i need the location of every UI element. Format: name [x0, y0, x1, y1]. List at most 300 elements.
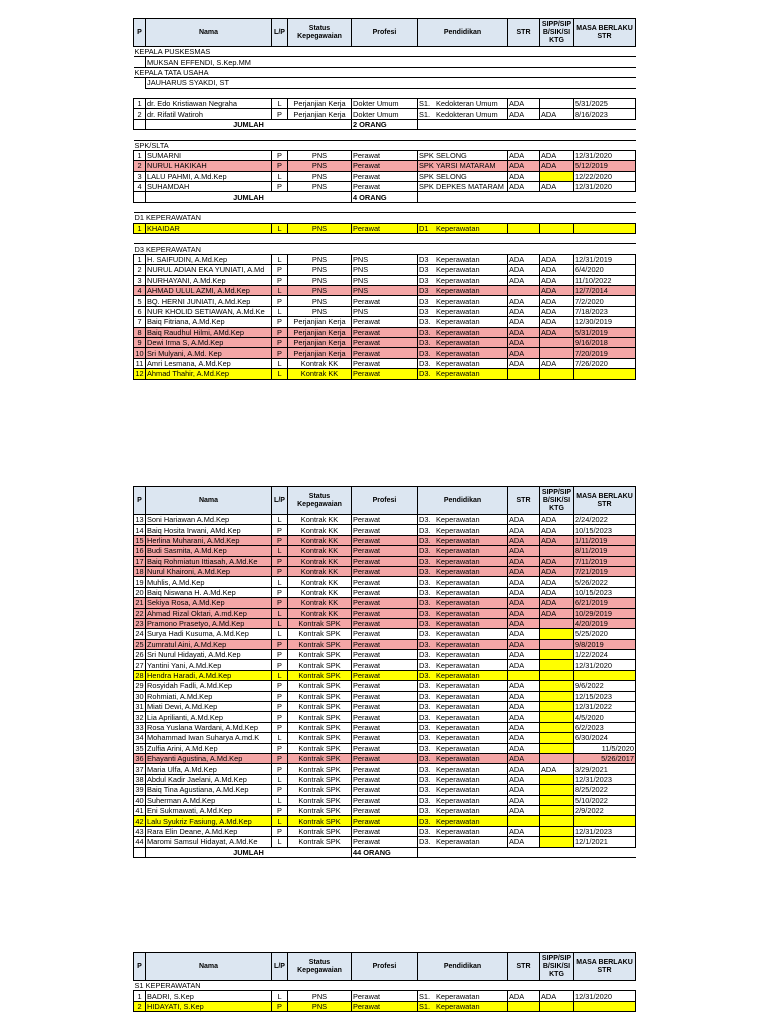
cell-str: ADA: [508, 150, 540, 160]
cell-pendidikan: [418, 296, 508, 306]
cell-profesi: Perawat: [352, 182, 418, 192]
cell-str: ADA: [508, 753, 540, 763]
cell-nama: NURUL HAKIKAH: [146, 161, 272, 171]
cell-status: Kontrak KK: [288, 525, 352, 535]
pendidikan-major: Keperawatan: [436, 587, 480, 597]
table-row: [134, 702, 636, 712]
cell-lp: P: [272, 535, 288, 545]
cell-nama: SUHAMDAH: [146, 182, 272, 192]
table-row: [134, 608, 636, 618]
cell-masa: 5/25/2020: [574, 629, 636, 639]
cell-nama: SUMARNI: [146, 150, 272, 160]
cell-str: ADA: [508, 337, 540, 347]
pendidikan-major: Keperawatan: [436, 795, 480, 805]
cell-str: ADA: [508, 826, 540, 836]
cell-pendidikan: [418, 535, 508, 545]
cell-status: Kontrak KK: [288, 608, 352, 618]
cell-lp: P: [272, 702, 288, 712]
cell-no: 29: [135, 681, 144, 691]
cell-status: Kontrak KK: [288, 556, 352, 566]
pendidikan-major: Keperawatan: [436, 816, 480, 826]
pendidikan-major: Keperawatan: [436, 525, 480, 535]
cell-status: Perjanjian Kerja: [288, 337, 352, 347]
cell-status: Perjanjian Kerja: [288, 98, 352, 108]
cell-profesi: Dokter Umum: [352, 109, 418, 119]
cell-sipp: [540, 98, 574, 108]
cell-nama: dr. Rifatil Watiroh: [146, 109, 272, 119]
cell-masa: 5/26/2017: [574, 753, 636, 763]
cell-profesi: Dokter Umum: [352, 98, 418, 108]
cell-lp: P: [272, 743, 288, 753]
pendidikan-level: D3.: [419, 369, 431, 379]
header-status: Status Kepegawaian: [288, 487, 352, 515]
cell-str: ADA: [508, 764, 540, 774]
pendidikan-major: Keperawatan: [436, 991, 480, 1001]
cell-masa: 6/2/2023: [574, 722, 636, 732]
header-status: Status Kepegawaian: [288, 953, 352, 981]
cell-status: Kontrak SPK: [288, 733, 352, 743]
cell-pendidikan: [418, 722, 508, 732]
cell-sipp: ADA: [540, 515, 574, 525]
cell-profesi: PNS: [352, 265, 418, 275]
cell-sipp: [540, 1001, 574, 1011]
cell-profesi: Perawat: [352, 337, 418, 347]
cell-lp: P: [272, 712, 288, 722]
cell-lp: P: [272, 598, 288, 608]
cell-pendidikan: [418, 837, 508, 847]
cell-pendidikan: [418, 358, 508, 368]
cell-no: 30: [135, 691, 144, 701]
cell-pendidikan: [418, 681, 508, 691]
cell-pendidikan: [418, 317, 508, 327]
pendidikan-level: D3.: [419, 327, 431, 337]
cell-str: ADA: [508, 254, 540, 264]
cell-pendidikan: [418, 805, 508, 815]
cell-nama: HIDAYATI, S.Kep: [146, 1001, 272, 1011]
cell-lp: P: [272, 556, 288, 566]
pendidikan-level: D3.: [419, 598, 431, 608]
table-row: [134, 171, 636, 181]
cell-sipp: ADA: [540, 327, 574, 337]
pendidikan-level: D3.: [419, 338, 431, 348]
cell-pendidikan: [418, 712, 508, 722]
cell-nama: H. SAIFUDIN, A.Md.Kep: [146, 254, 272, 264]
cell-lp: P: [272, 764, 288, 774]
cell-masa: 7/21/2019: [574, 566, 636, 576]
cell-status: Kontrak SPK: [288, 753, 352, 763]
cell-masa: 9/8/2019: [574, 639, 636, 649]
cell-pendidikan: [418, 171, 508, 181]
staff-table-block-3: [133, 952, 635, 1012]
pendidikan-level: D3.: [419, 806, 431, 816]
cell-sipp: [540, 629, 574, 639]
cell-masa: 7/11/2019: [574, 556, 636, 566]
table-row: [134, 785, 636, 795]
section-kepala-tu: KEPALA TATA USAHA: [134, 67, 636, 77]
cell-pendidikan: [418, 369, 508, 379]
cell-no: 36: [135, 754, 144, 764]
cell-sipp: ADA: [540, 525, 574, 535]
cell-str: ADA: [508, 182, 540, 192]
cell-pendidikan: [418, 515, 508, 525]
cell-sipp: ADA: [540, 150, 574, 160]
cell-pendidikan: [418, 182, 508, 192]
table-row: [134, 670, 636, 680]
cell-masa: 8/11/2019: [574, 546, 636, 556]
cell-no: 38: [135, 774, 144, 784]
cell-masa: 12/31/2023: [574, 774, 636, 784]
cell-nama: Suherman A.Md.Kep: [146, 795, 272, 805]
cell-lp: L: [272, 795, 288, 805]
cell-nama: Rara Elin Deane, A.Md.Kep: [146, 826, 272, 836]
cell-no: 4: [134, 285, 146, 295]
cell-lp: L: [272, 171, 288, 181]
pendidikan-level: D3.: [419, 577, 431, 587]
cell-str: [508, 369, 540, 379]
cell-lp: L: [272, 98, 288, 108]
cell-nama: NURHAYANI, A.Md.Kep: [146, 275, 272, 285]
cell-no: 25: [135, 639, 144, 649]
cell-pendidikan: [418, 743, 508, 753]
table-row: [134, 764, 636, 774]
cell-profesi: Perawat: [352, 660, 418, 670]
cell-profesi: Perawat: [352, 733, 418, 743]
cell-lp: P: [272, 1001, 288, 1011]
cell-status: PNS: [288, 161, 352, 171]
cell-str: ADA: [508, 702, 540, 712]
cell-nama: Baiq Hosita Irwani, AMd.Kep: [146, 525, 272, 535]
cell-status: Kontrak SPK: [288, 743, 352, 753]
table-row: [134, 285, 636, 295]
cell-pendidikan: [418, 566, 508, 576]
cell-nama: BQ. HERNI JUNIATI, A.Md.Kep: [146, 296, 272, 306]
pendidikan-level: D3.: [419, 702, 431, 712]
total-row: [134, 847, 636, 857]
cell-pendidikan: [418, 774, 508, 784]
cell-masa: 11/10/2022: [574, 275, 636, 285]
cell-nama: Lalu Syukriz Fasiung, A.Md.Kep: [146, 816, 272, 826]
cell-profesi: Perawat: [352, 161, 418, 171]
pendidikan-level: S1.: [419, 109, 431, 119]
cell-lp: L: [272, 837, 288, 847]
cell-no: 10: [135, 348, 144, 358]
cell-nama: Sekiya Rosa, A.Md.Kep: [146, 598, 272, 608]
cell-str: ADA: [508, 535, 540, 545]
cell-lp: P: [272, 296, 288, 306]
cell-status: Kontrak KK: [288, 535, 352, 545]
cell-masa: 5/31/2019: [574, 327, 636, 337]
cell-no: 1: [134, 150, 146, 160]
cell-sipp: ADA: [540, 182, 574, 192]
cell-masa: 10/29/2019: [574, 608, 636, 618]
pendidikan-level: S1.: [419, 991, 431, 1001]
pendidikan-level: D3: [419, 265, 429, 275]
cell-sipp: [540, 837, 574, 847]
cell-lp: L: [272, 629, 288, 639]
cell-nama: Herlina Muharani, A.Md.Kep: [146, 535, 272, 545]
pendidikan-major: Keperawatan: [436, 691, 480, 701]
cell-masa: 12/1/2021: [574, 837, 636, 847]
cell-sipp: [540, 733, 574, 743]
cell-str: ADA: [508, 546, 540, 556]
cell-lp: L: [272, 254, 288, 264]
cell-lp: P: [272, 639, 288, 649]
cell-lp: L: [272, 546, 288, 556]
cell-masa: 7/20/2019: [574, 348, 636, 358]
cell-pendidikan: [418, 525, 508, 535]
empty-cell: [418, 119, 636, 129]
cell-str: [508, 285, 540, 295]
table-row: [134, 681, 636, 691]
cell-str: ADA: [508, 639, 540, 649]
cell-no: 31: [135, 702, 144, 712]
pendidikan-level: D3: [419, 275, 429, 285]
header-profesi: Profesi: [352, 487, 418, 515]
total-label: JUMLAH: [146, 119, 352, 129]
cell-lp: L: [272, 223, 288, 233]
cell-nama: Ahmad Rizal Oktari, A.md.Kep: [146, 608, 272, 618]
cell-masa: 6/30/2024: [574, 733, 636, 743]
header-masa: MASA BERLAKU STR: [574, 953, 636, 981]
pendidikan-major: Keperawatan: [436, 806, 480, 816]
pendidikan-major: Keperawatan: [436, 702, 480, 712]
cell-nama: Nurul Khaironi, A.Md.Kep: [146, 566, 272, 576]
cell-no: 28: [135, 671, 144, 681]
cell-sipp: [540, 171, 574, 181]
cell-profesi: PNS: [352, 254, 418, 264]
cell-sipp: [540, 743, 574, 753]
cell-sipp: [540, 774, 574, 784]
cell-no: 16: [135, 546, 144, 556]
header-no: P: [134, 19, 146, 47]
cell-str: ADA: [508, 733, 540, 743]
cell-no: 3: [134, 171, 146, 181]
section-d1-row: [134, 213, 636, 223]
cell-masa: 12/31/2020: [574, 660, 636, 670]
cell-profesi: Perawat: [352, 753, 418, 763]
pendidikan-major: Keperawatan: [436, 317, 480, 327]
cell-sipp: [540, 785, 574, 795]
cell-nama: Baiq Fitriana, A.Md.Kep: [146, 317, 272, 327]
cell-masa: 12/30/2019: [574, 317, 636, 327]
cell-profesi: Perawat: [352, 639, 418, 649]
cell-no: 41: [135, 806, 144, 816]
cell-profesi: Perawat: [352, 681, 418, 691]
empty-cell: [418, 847, 636, 857]
cell-pendidikan: [418, 764, 508, 774]
cell-sipp: [540, 712, 574, 722]
cell-status: Kontrak SPK: [288, 639, 352, 649]
cell-no: 37: [135, 764, 144, 774]
cell-pendidikan: [418, 285, 508, 295]
section-d3: D3 KEPERAWATAN: [134, 244, 636, 254]
cell-pendidikan: [418, 598, 508, 608]
cell-sipp: ADA: [540, 306, 574, 316]
cell-sipp: ADA: [540, 285, 574, 295]
cell-nama: dr. Edo Kristiawan Negraha: [146, 98, 272, 108]
cell-sipp: ADA: [540, 566, 574, 576]
pendidikan-level: D3.: [419, 358, 431, 368]
cell-profesi: Perawat: [352, 722, 418, 732]
empty-cell: [134, 57, 146, 67]
cell-status: Perjanjian Kerja: [288, 317, 352, 327]
spacer-row: [134, 130, 636, 140]
cell-nama: NURUL ADIAN EKA YUNIATI, A.Md: [146, 265, 272, 275]
table-row: [134, 317, 636, 327]
cell-no: 33: [135, 723, 144, 732]
cell-str: ADA: [508, 795, 540, 805]
header-nama: Nama: [146, 487, 272, 515]
table-row: [134, 618, 636, 628]
cell-str: ADA: [508, 805, 540, 815]
cell-nama: Amri Lesmana, A.Md.Kep: [146, 358, 272, 368]
cell-nama: Yantini Yani, A.Md.Kep: [146, 660, 272, 670]
pendidikan-level: D3.: [419, 826, 431, 836]
cell-sipp: [540, 223, 574, 233]
cell-sipp: [540, 546, 574, 556]
table-row: [134, 691, 636, 701]
cell-sipp: ADA: [540, 161, 574, 171]
cell-masa: 11/5/2020: [574, 743, 636, 753]
cell-masa: [574, 1001, 636, 1011]
kepala-tu-name-row: [134, 78, 636, 88]
table-row: [134, 223, 636, 233]
cell-str: ADA: [508, 660, 540, 670]
cell-nama: Surya Hadi Kusuma, A.Md.Kep: [146, 629, 272, 639]
cell-status: Kontrak SPK: [288, 826, 352, 836]
cell-status: Kontrak SPK: [288, 650, 352, 660]
header-no: P: [134, 953, 146, 981]
cell-sipp: ADA: [540, 317, 574, 327]
cell-pendidikan: [418, 275, 508, 285]
cell-sipp: [540, 660, 574, 670]
cell-sipp: [540, 639, 574, 649]
pendidikan-major: Keperawatan: [436, 764, 480, 774]
cell-nama: Sri Nurul Hidayati, A.Md.Kep: [146, 650, 272, 660]
table-row: [134, 337, 636, 347]
cell-status: Kontrak SPK: [288, 837, 352, 847]
cell-sipp: ADA: [540, 991, 574, 1001]
cell-pendidikan: [418, 733, 508, 743]
cell-sipp: [540, 753, 574, 763]
cell-status: Kontrak SPK: [288, 774, 352, 784]
cell-str: ADA: [508, 358, 540, 368]
cell-profesi: Perawat: [352, 650, 418, 660]
cell-masa: 9/16/2018: [574, 337, 636, 347]
pendidikan-level: D3.: [419, 723, 431, 732]
cell-masa: 1/11/2019: [574, 535, 636, 545]
cell-status: PNS: [288, 275, 352, 285]
cell-profesi: Perawat: [352, 629, 418, 639]
pendidikan-major: Keperawatan: [436, 639, 480, 649]
cell-profesi: Perawat: [352, 546, 418, 556]
table-row: [134, 150, 636, 160]
cell-lp: P: [272, 826, 288, 836]
cell-masa: 5/31/2025: [574, 98, 636, 108]
cell-masa: 10/15/2023: [574, 525, 636, 535]
cell-lp: P: [272, 327, 288, 337]
cell-lp: L: [272, 774, 288, 784]
table-row: [134, 816, 636, 826]
cell-no: 8: [134, 327, 146, 337]
table-row: [134, 556, 636, 566]
cell-status: Kontrak KK: [288, 587, 352, 597]
cell-status: Kontrak SPK: [288, 691, 352, 701]
cell-pendidikan: [418, 98, 508, 108]
table-row: [134, 358, 636, 368]
cell-str: ADA: [508, 743, 540, 753]
cell-masa: 12/31/2020: [574, 150, 636, 160]
cell-profesi: Perawat: [352, 608, 418, 618]
cell-str: ADA: [508, 566, 540, 576]
cell-lp: P: [272, 650, 288, 660]
cell-nama: KHAIDAR: [146, 223, 272, 233]
pendidikan-level: D3.: [419, 650, 431, 660]
section-spk: SPK/SLTA: [134, 140, 636, 150]
cell-pendidikan: [418, 816, 508, 826]
cell-profesi: Perawat: [352, 691, 418, 701]
pendidikan-level: D3.: [419, 764, 431, 774]
cell-nama: Baiq Raudhul Hilmi, AMd.Kep: [146, 327, 272, 337]
table-row: [134, 598, 636, 608]
cell-pendidikan: [418, 223, 508, 233]
cell-profesi: Perawat: [352, 171, 418, 181]
pendidikan-level: D3.: [419, 754, 431, 764]
total-value: 4 ORANG: [352, 192, 418, 202]
header-nama: Nama: [146, 19, 272, 47]
cell-lp: L: [272, 306, 288, 316]
header-sipp: SIPP/SIP B/SIK/SI KTG: [540, 953, 574, 981]
cell-lp: L: [272, 577, 288, 587]
cell-status: Kontrak KK: [288, 566, 352, 576]
cell-str: [508, 670, 540, 680]
header-pendidikan: Pendidikan: [418, 19, 508, 47]
pendidikan-major: Keperawatan: [436, 733, 480, 743]
cell-lp: P: [272, 337, 288, 347]
cell-masa: [574, 816, 636, 826]
table-header-row: [134, 953, 636, 981]
cell-sipp: [540, 670, 574, 680]
cell-no: 42: [135, 816, 144, 826]
cell-nama: Zumratul Aini, A.Md.Kep: [146, 639, 272, 649]
table-row: [134, 837, 636, 847]
spacer-row: [134, 202, 636, 212]
cell-str: ADA: [508, 98, 540, 108]
staff-table: [133, 18, 636, 380]
cell-pendidikan: [418, 587, 508, 597]
cell-sipp: ADA: [540, 275, 574, 285]
cell-profesi: Perawat: [352, 317, 418, 327]
pendidikan-major: Keperawatan: [436, 535, 480, 545]
section-kepala-tu-row: [134, 67, 636, 77]
pendidikan-major: Kedokteran Umum: [436, 109, 498, 119]
cell-pendidikan: [418, 826, 508, 836]
cell-profesi: Perawat: [352, 764, 418, 774]
cell-profesi: Perawat: [352, 702, 418, 712]
cell-str: ADA: [508, 650, 540, 660]
cell-masa: 2/24/2022: [574, 515, 636, 525]
cell-status: PNS: [288, 1001, 352, 1011]
cell-pendidikan: [418, 348, 508, 358]
cell-masa: 1/22/2024: [574, 650, 636, 660]
cell-str: ADA: [508, 608, 540, 618]
cell-sipp: [540, 618, 574, 628]
cell-profesi: Perawat: [352, 991, 418, 1001]
cell-status: Perjanjian Kerja: [288, 109, 352, 119]
header-pendidikan: Pendidikan: [418, 953, 508, 981]
cell-status: PNS: [288, 285, 352, 295]
pendidikan-level: D3.: [419, 535, 431, 545]
